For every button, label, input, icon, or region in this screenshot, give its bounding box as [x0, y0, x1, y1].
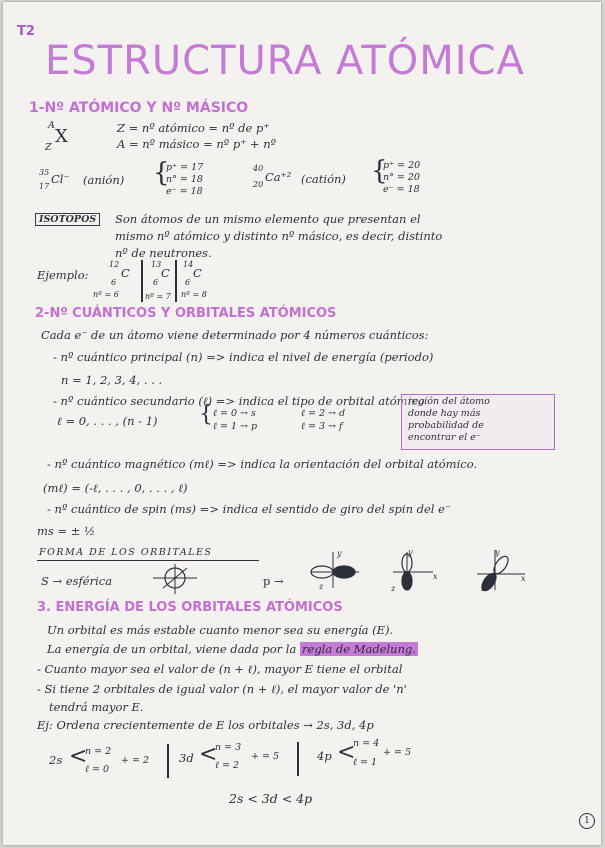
l-value-3: ℓ = 3 → f: [301, 421, 343, 432]
cation-line-2: n° = 20: [383, 172, 420, 183]
section-3-heading: 3. ENERGÍA DE LOS ORBITALES ATÓMICOS: [37, 600, 343, 615]
def-z: Z = nº atómico = nº de p⁺: [117, 121, 270, 135]
px-orbital-sketch: [303, 550, 363, 592]
px-axis-y: y: [337, 549, 342, 558]
pz-axis-y: y: [495, 548, 500, 557]
ejemplo-divider-1: [141, 260, 143, 302]
s2-line-8: - nº cuántico de spin (ms) => indica el sentido de giro del spin del e⁻: [47, 502, 452, 516]
s-orbital-label: S → esférica: [41, 574, 113, 588]
section-1-heading: 1-Nº ATÓMICO Y Nº MÁSICO: [29, 100, 249, 116]
l-value-1: ℓ = 1 → p: [213, 421, 258, 432]
s3-line-4: - Si tiene 2 orbitales de igual valor (n + ℓ), el mayor valor de 'n': [37, 682, 407, 696]
ejemplo-3-z: 6: [185, 278, 191, 287]
orbital-definition-note: [401, 394, 555, 450]
case-2-sum: + = 5: [251, 751, 280, 762]
s2-line-1: Cada e⁻ de un átomo viene determinado por 4 números cuánticos:: [41, 328, 429, 342]
py-axis-z: z: [391, 584, 396, 593]
def-a: A = nº másico = nº p⁺ + nº: [117, 137, 277, 151]
case-1-sum: + = 2: [121, 755, 150, 766]
py-axis-y: y: [408, 548, 413, 557]
case-3-l: ℓ = 1: [353, 757, 378, 768]
case-2-bracket: <: [199, 742, 218, 767]
anion-brace: {: [153, 158, 170, 188]
cation-mass: 40: [253, 164, 264, 173]
ejemplo-2-symbol: C: [161, 266, 170, 280]
case-divider-1: [167, 744, 169, 778]
anion-symbol: Cl⁻: [51, 172, 70, 186]
topic-tag: T2: [17, 24, 35, 39]
s3-line-1: Un orbital es más estable cuanto menor sea su energía (E).: [47, 623, 394, 637]
anion-label: (anión): [83, 173, 125, 187]
ejemplo-label: Ejemplo:: [37, 268, 89, 282]
forma-underline: [37, 560, 259, 561]
p-orbital-label: p →: [263, 574, 284, 588]
cation-line-1: p⁺ = 20: [383, 160, 421, 171]
ejemplo-3-symbol: C: [193, 266, 202, 280]
cation-brace: {: [371, 156, 388, 186]
case-3-bracket: <: [337, 740, 356, 765]
s3-line-2-text: La energía de un orbital, viene dada por la: [47, 642, 297, 656]
isotopos-line-2: mismo nº atómico y distinto nº másico, es decir, distinto: [115, 229, 443, 243]
ejemplo-2-z: 6: [153, 278, 159, 287]
ejemplo-1-z: 6: [111, 278, 117, 287]
ejemplo-3-n: nº = 8: [181, 290, 207, 299]
page-title: ESTRUCTURA ATÓMICA: [45, 38, 525, 84]
note-line-4: encontrar el e⁻: [408, 432, 481, 443]
s2-line-4: - nº cuántico secundario (ℓ) => indica el tipo de orbital atómico: [53, 394, 425, 408]
forma-heading: FORMA DE LOS ORBITALES: [39, 547, 213, 558]
note-line-3: probabilidad de: [408, 420, 484, 431]
notation-a: A: [48, 120, 55, 131]
ejemplo-2-mass: 13: [151, 260, 162, 269]
isotopos-label: ISÓTOPOS: [35, 213, 100, 226]
case-3-sum: + = 5: [383, 747, 412, 758]
cation-label: (catión): [301, 172, 346, 186]
case-1-orbital: 2s: [49, 753, 63, 767]
case-1-l: ℓ = 0: [85, 764, 110, 775]
l-values-brace: {: [199, 402, 213, 427]
notation-z: Z: [45, 142, 52, 153]
madelung-highlight: regla de Madelung.: [302, 642, 416, 656]
s2-line-9: ms = ± ½: [37, 524, 96, 538]
s3-line-5: tendrá mayor E.: [49, 700, 144, 714]
isotopos-line-1: Son átomos de un mismo elemento que presentan el: [115, 212, 421, 226]
px-axis-z: z: [319, 582, 324, 591]
pz-axis-x: x: [521, 574, 526, 583]
case-2-n: n = 3: [215, 742, 242, 753]
ejemplo-2-n: nº = 7: [145, 292, 171, 301]
s3-line-3: - Cuanto mayor sea el valor de (n + ℓ), mayor E tiene el orbital: [37, 662, 403, 676]
anion-mass: 35: [39, 168, 50, 177]
s2-line-5: ℓ = 0, . . . , (n - 1): [57, 414, 158, 428]
notebook-page: [3, 2, 601, 845]
s2-line-2: - nº cuántico principal (n) => indica el nivel de energía (periodo): [53, 350, 434, 364]
case-divider-2: [297, 742, 299, 776]
l-value-0: ℓ = 0 → s: [213, 408, 256, 419]
isotopos-line-3: nº de neutrones.: [115, 246, 212, 260]
page-number: 1: [579, 813, 595, 829]
cation-z: 20: [253, 180, 264, 189]
case-2-orbital: 3d: [179, 751, 194, 765]
ejemplo-divider-2: [175, 260, 177, 302]
anion-line-1: p⁺ = 17: [166, 162, 204, 173]
ejemplo-1-symbol: C: [121, 266, 130, 280]
s-orbital-sketch: [153, 560, 197, 600]
s2-line-6: - nº cuántico magnético (mℓ) => indica la orientación del orbital atómico.: [47, 457, 478, 471]
section-2-heading: 2-Nº CUÁNTICOS Y ORBITALES ATÓMICOS: [35, 306, 337, 321]
case-1-bracket: <: [69, 744, 88, 769]
notation-x: X: [55, 126, 68, 147]
ejemplo-1-n: nº = 6: [93, 290, 119, 299]
anion-z: 17: [39, 182, 50, 191]
note-line-2: donde hay más: [408, 408, 481, 419]
case-2-l: ℓ = 2: [215, 760, 240, 771]
case-1-n: n = 2: [85, 746, 112, 757]
ejemplo-1-mass: 12: [109, 260, 120, 269]
l-value-2: ℓ = 2 → d: [301, 408, 346, 419]
py-axis-x: x: [433, 572, 438, 581]
anion-line-2: n° = 18: [166, 174, 203, 185]
s2-line-3: n = 1, 2, 3, 4, . . .: [61, 373, 163, 387]
note-line-1: región del átomo: [408, 396, 490, 407]
case-3-orbital: 4p: [317, 749, 332, 763]
pz-axis-z: z: [481, 584, 486, 593]
s3-example: Ej: Ordena crecientemente de E los orbitales → 2s, 3d, 4p: [37, 718, 374, 732]
cation-symbol: Ca⁺²: [265, 170, 292, 184]
s2-line-7: (mℓ) = (-ℓ, . . . , 0, . . . , ℓ): [43, 481, 188, 495]
anion-line-3: e⁻ = 18: [166, 186, 203, 197]
s3-line-2: [47, 642, 418, 656]
ejemplo-3-mass: 14: [183, 260, 194, 269]
ordering-result: 2s < 3d < 4p: [229, 791, 313, 806]
case-3-n: n = 4: [353, 738, 380, 749]
cation-line-3: e⁻ = 18: [383, 184, 420, 195]
